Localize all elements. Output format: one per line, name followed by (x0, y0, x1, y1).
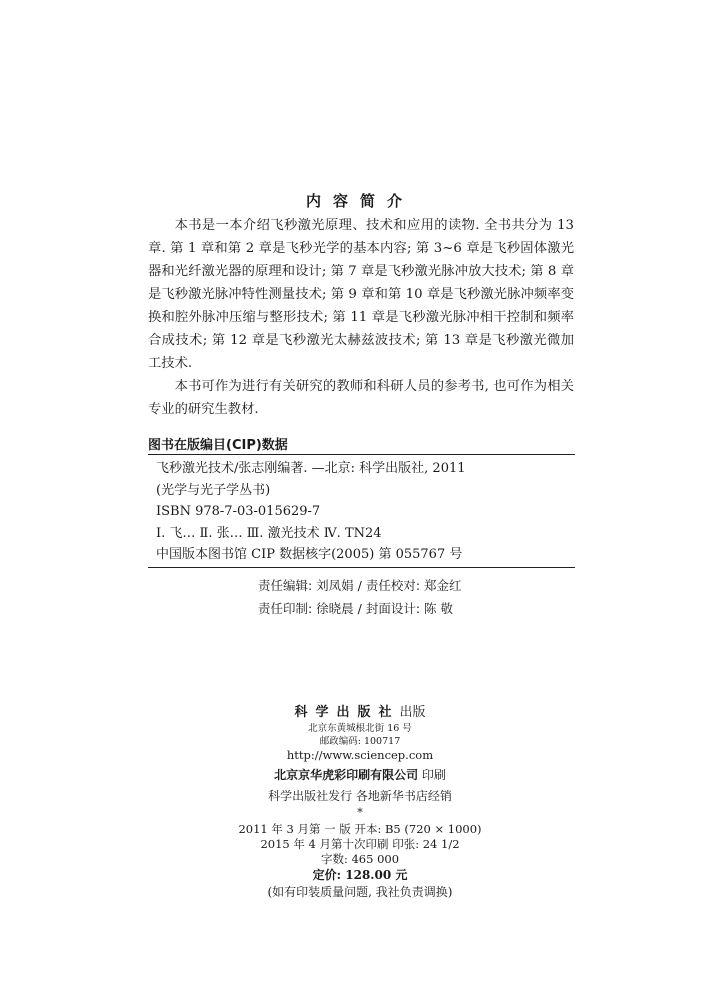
printer-name: 北京京华虎彩印刷有限公司 (274, 768, 419, 782)
cip-line: 飞秒激光技术/张志刚编著. —北京: 科学出版社, 2011 (156, 461, 466, 476)
price: 定价: 128.00 元 (312, 868, 408, 882)
publisher-address: 北京东黄城根北街 16 号 (308, 723, 412, 734)
publisher-suffix: 出版 (399, 705, 426, 720)
cip-line: ISBN 978-7-03-015629-7 (156, 504, 321, 519)
publisher-line (0, 704, 720, 722)
cip-bottom-rule (148, 567, 575, 568)
quality-notice: (如有印装质量问题, 我社负责调换) (267, 885, 453, 899)
editor-line: 责任印制: 徐晓晨 / 封面设计: 陈 敬 (258, 601, 454, 616)
distribution-line: 科学出版社发行 各地新华书店经销 (268, 789, 452, 803)
edition-line: 2011 年 3 月第 一 版 开本: B5 (720 × 1000) (238, 822, 482, 836)
cip-top-rule (148, 454, 575, 455)
summary-paragraph: 本书是一本介绍飞秒激光原理、技术和应用的读物. 全书共分为 13 章. 第 1 章和第 2 章是飞秒光学的基本内容; 第 3~6 章是飞秒固体激光器和光纤激光器的原理和设计; 第 7 章是飞秒激光脉冲放大技术; 第 8 章是飞秒激光脉冲特性测量技术; 第 9 章和第 10 章是飞秒激光脉冲频率变换和腔外脉冲压缩与整形技术; 第 11 章是飞秒激光脉冲相干控制和频率合成技术; 第 12 章是飞秒激光太赫兹波技术; 第 13 章是飞秒激光微加工技术. (148, 218, 574, 371)
summary-paragraph: 本书可作为进行有关研究的教师和科研人员的参考书, 也可作为相关专业的研究生教材. (148, 379, 574, 417)
publisher-name: 科学出版社 (294, 705, 400, 720)
editor-credits (258, 574, 462, 620)
summary-title: 内容简介 (305, 192, 414, 210)
publisher-postcode: 邮政编码: 100717 (319, 736, 401, 747)
cip-line: Ⅰ. 飞… Ⅱ. 张… Ⅲ. 激光技术 Ⅳ. TN24 (156, 525, 382, 541)
summary-body (148, 214, 574, 421)
publisher-url: http://www.sciencep.com (286, 748, 434, 762)
cip-line: 中国版本图书馆 CIP 数据核字(2005) 第 055767 号 (156, 547, 463, 562)
printer-line (0, 767, 720, 784)
cip-title: 图书在版编目(CIP)数据 (148, 438, 288, 453)
printer-suffix: 印刷 (421, 768, 446, 782)
word-count: 字数: 465 000 (320, 852, 400, 866)
editor-line: 责任编辑: 刘凤娟 / 责任校对: 郑金红 (258, 578, 462, 593)
cip-line: (光学与光子学丛书) (156, 482, 271, 498)
publisher-info (0, 704, 720, 901)
printing-line: 2015 年 4 月第十次印刷 印张: 24 1/2 (260, 837, 460, 851)
cip-block (156, 458, 574, 566)
separator-star: * (357, 805, 363, 819)
